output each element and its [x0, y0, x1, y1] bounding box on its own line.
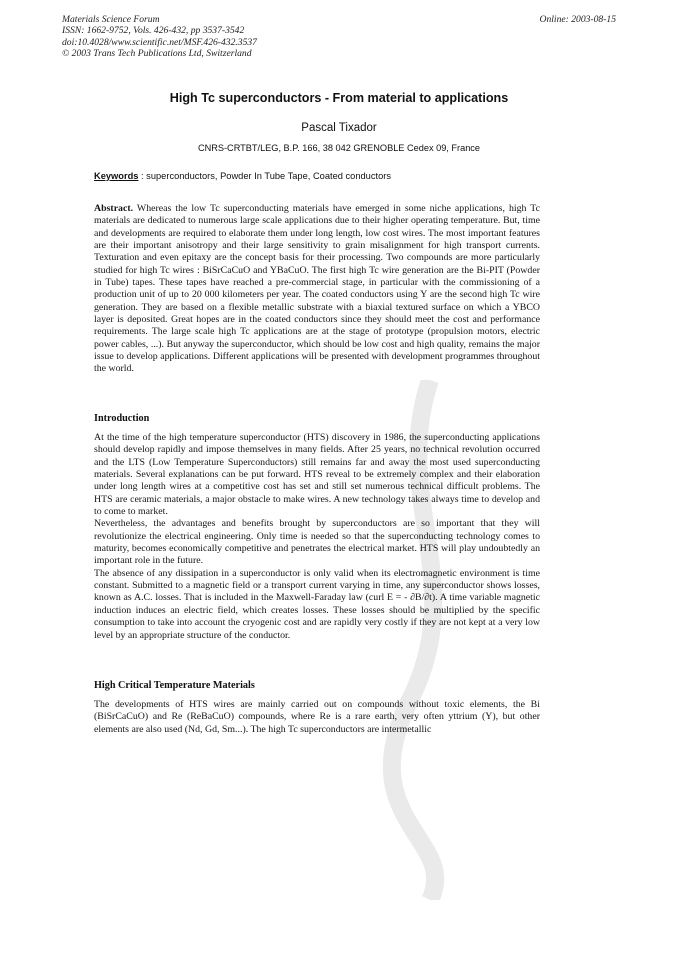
keywords-label: Keywords	[94, 171, 139, 181]
keywords-line	[94, 171, 594, 181]
htcm-section	[94, 699, 540, 736]
keywords-text: : superconductors, Powder In Tube Tape, Coated conductors	[138, 171, 391, 181]
paper-title: High Tc superconductors - From material to applications	[169, 91, 509, 105]
introduction-paragraph-3: The absence of any dissipation in a superconductor is only valid when its electromagnetic environment is time constant. Submitted to a magnetic field or a transport current varying in time, any superconductor shows losses, known as A.C. losses. That is included in the Maxwell-Faraday law (curl E = - ∂B/∂t). A time variable magnetic induction induces an electric field, which creates losses. These losses should be multiplied by the specific consumption to take into account the cryogenic cost and are rapidly very costly if they are not kept at a very low level by an appropriate structure of the conductor.	[94, 567, 540, 641]
affiliation: CNRS-CRTBT/LEG, B.P. 166, 38 042 GRENOBLE Cedex 09, France	[197, 143, 481, 153]
introduction-paragraph-1: At the time of the high temperature superconductor (HTS) discovery in 1986, the superconducting applications should develop rapidly and impose themselves in many fields. After 25 years, no technical revolution occurred and the LTS (Low Temperature Superconductors) still remains far and away the most used superconducting materials. Several explanations can be put forward. HTS reveal to be extremely complex and their elaboration under long length wires at a competitive cost has set and still set numerous technical difficult problems. The HTS are ceramic materials, a major obstacle to make wires. A new technology takes always time to develop and to come to market.	[94, 432, 540, 518]
introduction-paragraph-2: Nevertheless, the advantages and benefits brought by superconductors are so important that they will revolutionize the electrical engineering. Only time is needed so that the superconducting technology comes to maturity, becomes economically competitive and penetrates the electrical market. HTS will play undoubtedly an important role in the future.	[94, 518, 540, 567]
htcm-paragraph-1: The developments of HTS wires are mainly carried out on compounds without toxic elements, the Bi (BiSrCaCuO) and Re (ReBaCuO) compounds, where Re is a rare earth, very often yttrium (Y), but other elements are also used (Nd, Gd, Sm...). The high Tc superconductors are intermetallic	[94, 699, 540, 735]
abstract-text: Whereas the low Tc superconducting materials have emerged in some niche applications, high Tc materials are dedicated to numerous large scale applications due to their higher operating temperature. But, time and developments are required to elaborate them under long length, low cost wires. The most important features are their important anisotropy and their large sensitivity to grain misalignment for high transport currents. Texturation and even epitaxy are the concept basis for their processing. Two compounds are more particularly studied for high Tc wires : BiSrCaCuO and YBaCuO. The first high Tc wire generation are the Bi-PIT (Powder in Tube) tapes. These tapes have reached a pre-commercial stage, in particular with the commissioning of a production unit of up to 20 000 kilometers per year. The coated conductors using Y are the second high Tc wire generation. They are based on a flexible metallic substrate with a biaxial textured surface on which a YBCO layer is deposited. Great hopes are in the coated conductors since they should meet the cost and performance requirements. The large scale high Tc applications are at the stage of prototype (propulsion motors, electric power cables, ...). But anyway the superconductor, which should be low cost and high quality, remains the major issue to develop applications. Different applications will be presented with development programmes throughout the world.	[94, 203, 540, 375]
doi-line[interactable]: doi:10.4028/www.scientific.net/MSF.426-432.3537	[62, 36, 257, 48]
journal-name: Materials Science Forum	[62, 14, 160, 25]
copyright-line: © 2003 Trans Tech Publications Ltd, Switzerland	[62, 48, 252, 60]
abstract-paragraph	[94, 203, 540, 376]
issn-line: ISSN: 1662-9752, Vols. 426-432, pp 3537-3542	[62, 25, 245, 37]
author-name: Pascal Tixador	[301, 122, 377, 134]
journal-header	[62, 14, 616, 60]
online-date: Online: 2003-08-15	[539, 14, 616, 25]
introduction-section	[94, 432, 540, 642]
htcm-heading: High Critical Temperature Materials	[94, 680, 255, 691]
introduction-heading: Introduction	[94, 413, 150, 424]
abstract-label: Abstract.	[94, 203, 134, 214]
